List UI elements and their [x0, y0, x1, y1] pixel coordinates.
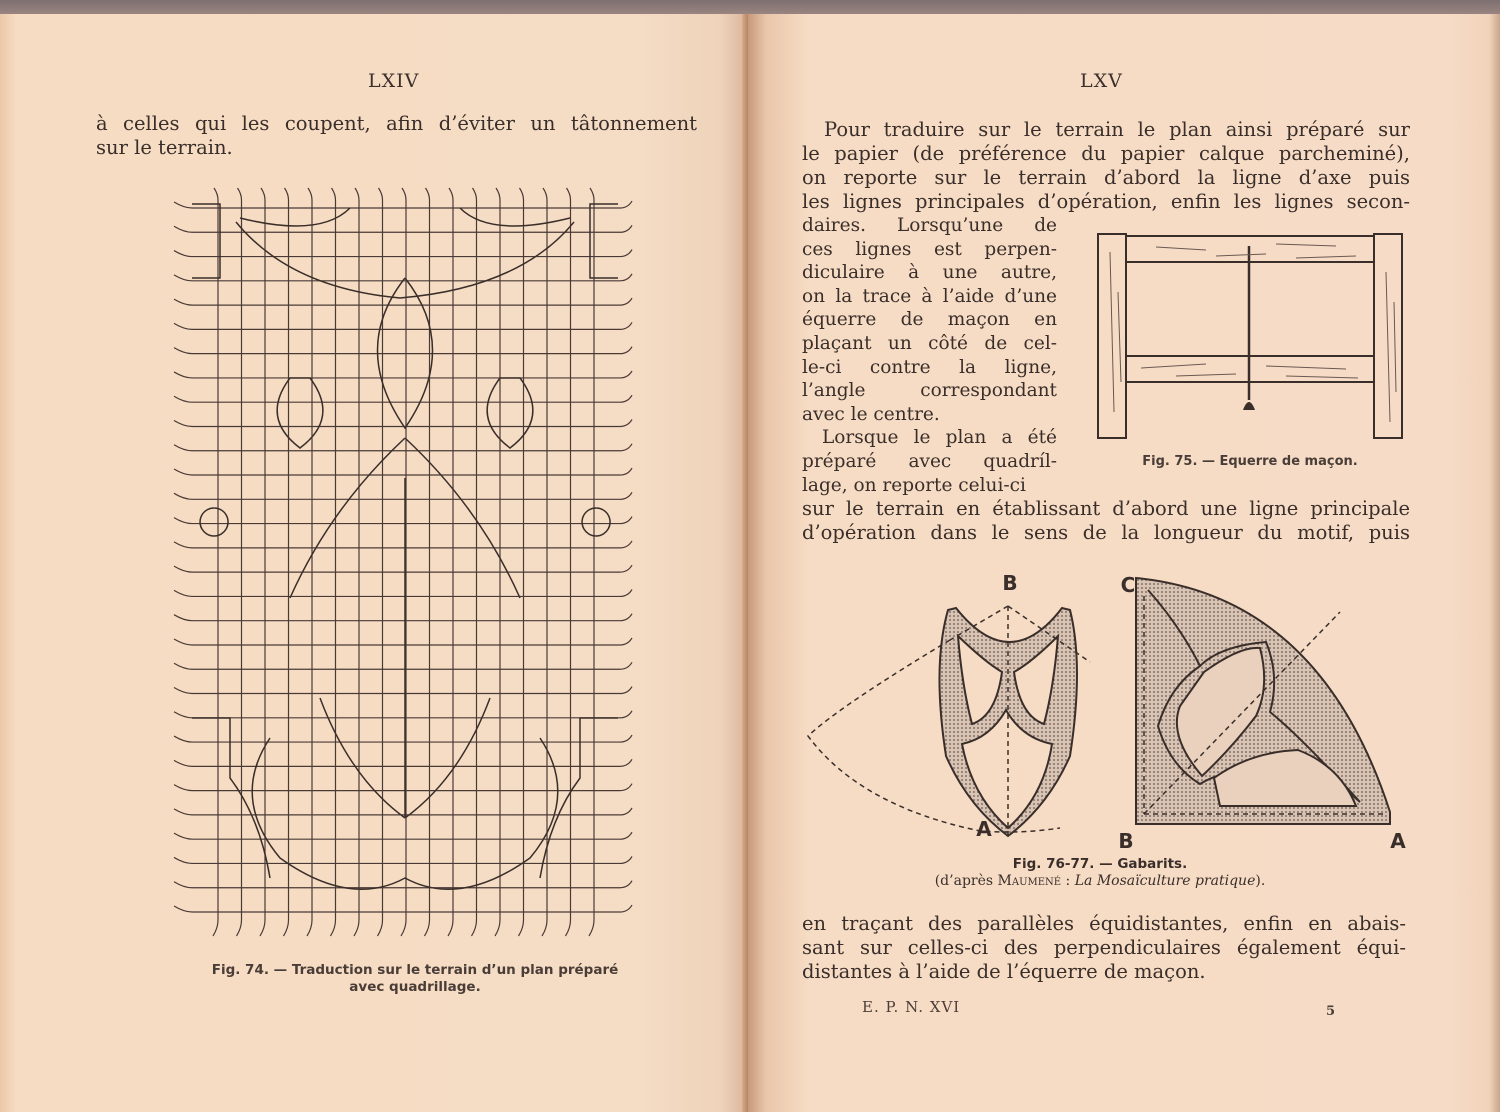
- right-page-text-mid: [802, 497, 1410, 545]
- text-line: l’angle correspondant: [802, 380, 1057, 402]
- caption-title: La Mosaïculture pratique: [1074, 873, 1256, 889]
- figure-74-caption: [170, 962, 660, 996]
- grid-vertical-line: [284, 188, 289, 936]
- figure-76-77-caption: [860, 856, 1340, 890]
- left-page-text: [96, 112, 697, 160]
- figure-76-77-gabarits: [800, 566, 1420, 856]
- grid-horizontal-line: [174, 687, 632, 694]
- grid-horizontal-line: [174, 250, 632, 257]
- grid-horizontal-line: [174, 614, 632, 621]
- text-line: sur le terrain en établissant d’abord une ligne principale: [802, 497, 1410, 520]
- caption-line: [860, 873, 1340, 890]
- text-line: préparé avec quadríl-: [802, 450, 1057, 472]
- right-page-text-top: [802, 118, 1410, 214]
- figure-75-caption: Fig. 75. — Equerre de maçon.: [1142, 454, 1358, 469]
- label-c: C: [1120, 573, 1136, 597]
- text-line: plaçant un côté de cel-: [802, 332, 1057, 354]
- caption-sep: :: [1061, 873, 1075, 889]
- page-number: 5: [1326, 1004, 1337, 1019]
- grid-horizontal-line: [174, 371, 632, 378]
- label-a-left: A: [976, 817, 992, 841]
- right-page-text-bottom: [802, 912, 1406, 984]
- text-line: sur le terrain.: [96, 136, 233, 159]
- grid-horizontal-line: [174, 832, 632, 839]
- grid-horizontal-line: [174, 322, 632, 329]
- text-line: en traçant des parallèles équidistantes, enfin en abais-: [802, 912, 1406, 935]
- text-line: avec le centre.: [802, 403, 940, 425]
- grid-horizontal-line: [174, 492, 632, 499]
- grid-vertical-line: [448, 188, 453, 936]
- label-b-bottom: B: [1118, 829, 1134, 853]
- motif-stroke: [192, 204, 220, 278]
- text-line: daires. Lorsqu’une de: [802, 215, 1057, 236]
- grid-horizontal-line: [174, 808, 632, 815]
- grid-vertical-line: [566, 188, 571, 936]
- grid-horizontal-line: [174, 638, 632, 645]
- label-b-top: B: [1002, 571, 1018, 595]
- grid-vertical-line: [542, 188, 547, 936]
- right-page-folio: LXV: [1080, 70, 1123, 92]
- caption-line: Fig. 76-77. — Gabarits.: [1012, 856, 1188, 872]
- grid-horizontal-line: [174, 784, 632, 791]
- text-line: ces lignes est perpen-: [802, 238, 1057, 260]
- grid-horizontal-line: [174, 298, 632, 305]
- motif-stroke: [240, 208, 570, 226]
- grid-vertical-line: [519, 188, 524, 936]
- motif-stroke: [378, 278, 433, 428]
- grid-horizontal-line: [174, 711, 632, 718]
- text-line: lage, on reporte celui-ci: [802, 474, 1026, 496]
- right-page-text-column: [802, 214, 1057, 497]
- text-line: équerre de maçon en: [802, 309, 1057, 331]
- grid-horizontal-line: [174, 444, 632, 451]
- text-line: Pour traduire sur le terrain le plan ainsi préparé sur: [824, 118, 1410, 141]
- grid-vertical-line: [378, 188, 383, 936]
- page-edge: [1490, 14, 1500, 1112]
- grid-vertical-line: [213, 188, 218, 936]
- grid-vertical-line: [472, 188, 477, 936]
- caption-line: avec quadrillage.: [349, 979, 481, 995]
- grid-horizontal-line: [174, 905, 632, 912]
- grid-horizontal-line: [174, 735, 632, 742]
- ornamental-motif: [192, 204, 618, 889]
- grid-vertical-line: [495, 188, 500, 936]
- text-line: sant sur celles-ci des perpendiculaires également équi-: [802, 936, 1406, 959]
- grid-horizontal-line: [174, 395, 632, 402]
- grid-vertical-line: [589, 188, 594, 936]
- grid-horizontal-line: [174, 201, 632, 208]
- grid-horizontal-line: [174, 662, 632, 669]
- grid-horizontal-line: [174, 589, 632, 596]
- text-line: les lignes principales d’opération, enfin les lignes secon-: [802, 190, 1410, 213]
- gabarit-quarter: [1136, 578, 1390, 824]
- motif-stroke: [277, 378, 323, 448]
- text-line: le-ci contre la ligne,: [802, 356, 1057, 378]
- caption-line: Fig. 74. — Traduction sur le terrain d’un plan préparé: [211, 962, 619, 978]
- grid-vertical-line: [260, 188, 265, 936]
- grid-horizontal-line: [174, 541, 632, 548]
- motif-stroke: [487, 378, 533, 448]
- grid-vertical-line: [331, 188, 336, 936]
- grid-horizontal-line: [174, 517, 632, 524]
- grid-horizontal-line: [174, 347, 632, 354]
- text-line: à celles qui les coupent, afin d’éviter un tâtonnement: [96, 112, 697, 135]
- grid-horizontal-line: [174, 881, 632, 888]
- text-line: d’opération dans le sens de la longueur du motif, puis: [802, 521, 1410, 544]
- grid-horizontal-line: [174, 468, 632, 475]
- text-line: le papier (de préférence du papier calque parcheminé),: [802, 142, 1410, 165]
- grid-vertical-line: [354, 188, 359, 936]
- caption-suffix: ).: [1255, 873, 1266, 889]
- grid-vertical-line: [237, 188, 242, 936]
- label-a-right: A: [1390, 829, 1406, 853]
- figure-74-grid-plan: [170, 178, 640, 948]
- grid-horizontal-line: [174, 565, 632, 572]
- text-line: distantes à l’aide de l’équerre de maçon.: [802, 960, 1206, 983]
- text-line: on reporte sur le terrain d’abord la ligne d’axe puis: [802, 166, 1410, 189]
- grid-horizontal-line: [174, 856, 632, 863]
- grid-horizontal-line: [174, 759, 632, 766]
- figure-75-equerre-de-macon: [1096, 232, 1404, 442]
- grid-vertical-line: [425, 188, 430, 936]
- text-line: Lorsque le plan a été: [822, 427, 1057, 449]
- caption-prefix: (d’après: [934, 873, 998, 889]
- caption-author: Maumené: [997, 873, 1062, 889]
- footer-signature: E. P. N. XVI: [862, 998, 961, 1016]
- text-line: diculaire à une autre,: [802, 262, 1057, 284]
- text-line: on la trace à l’aide d’une: [802, 285, 1057, 307]
- left-page-folio: LXIV: [368, 70, 420, 92]
